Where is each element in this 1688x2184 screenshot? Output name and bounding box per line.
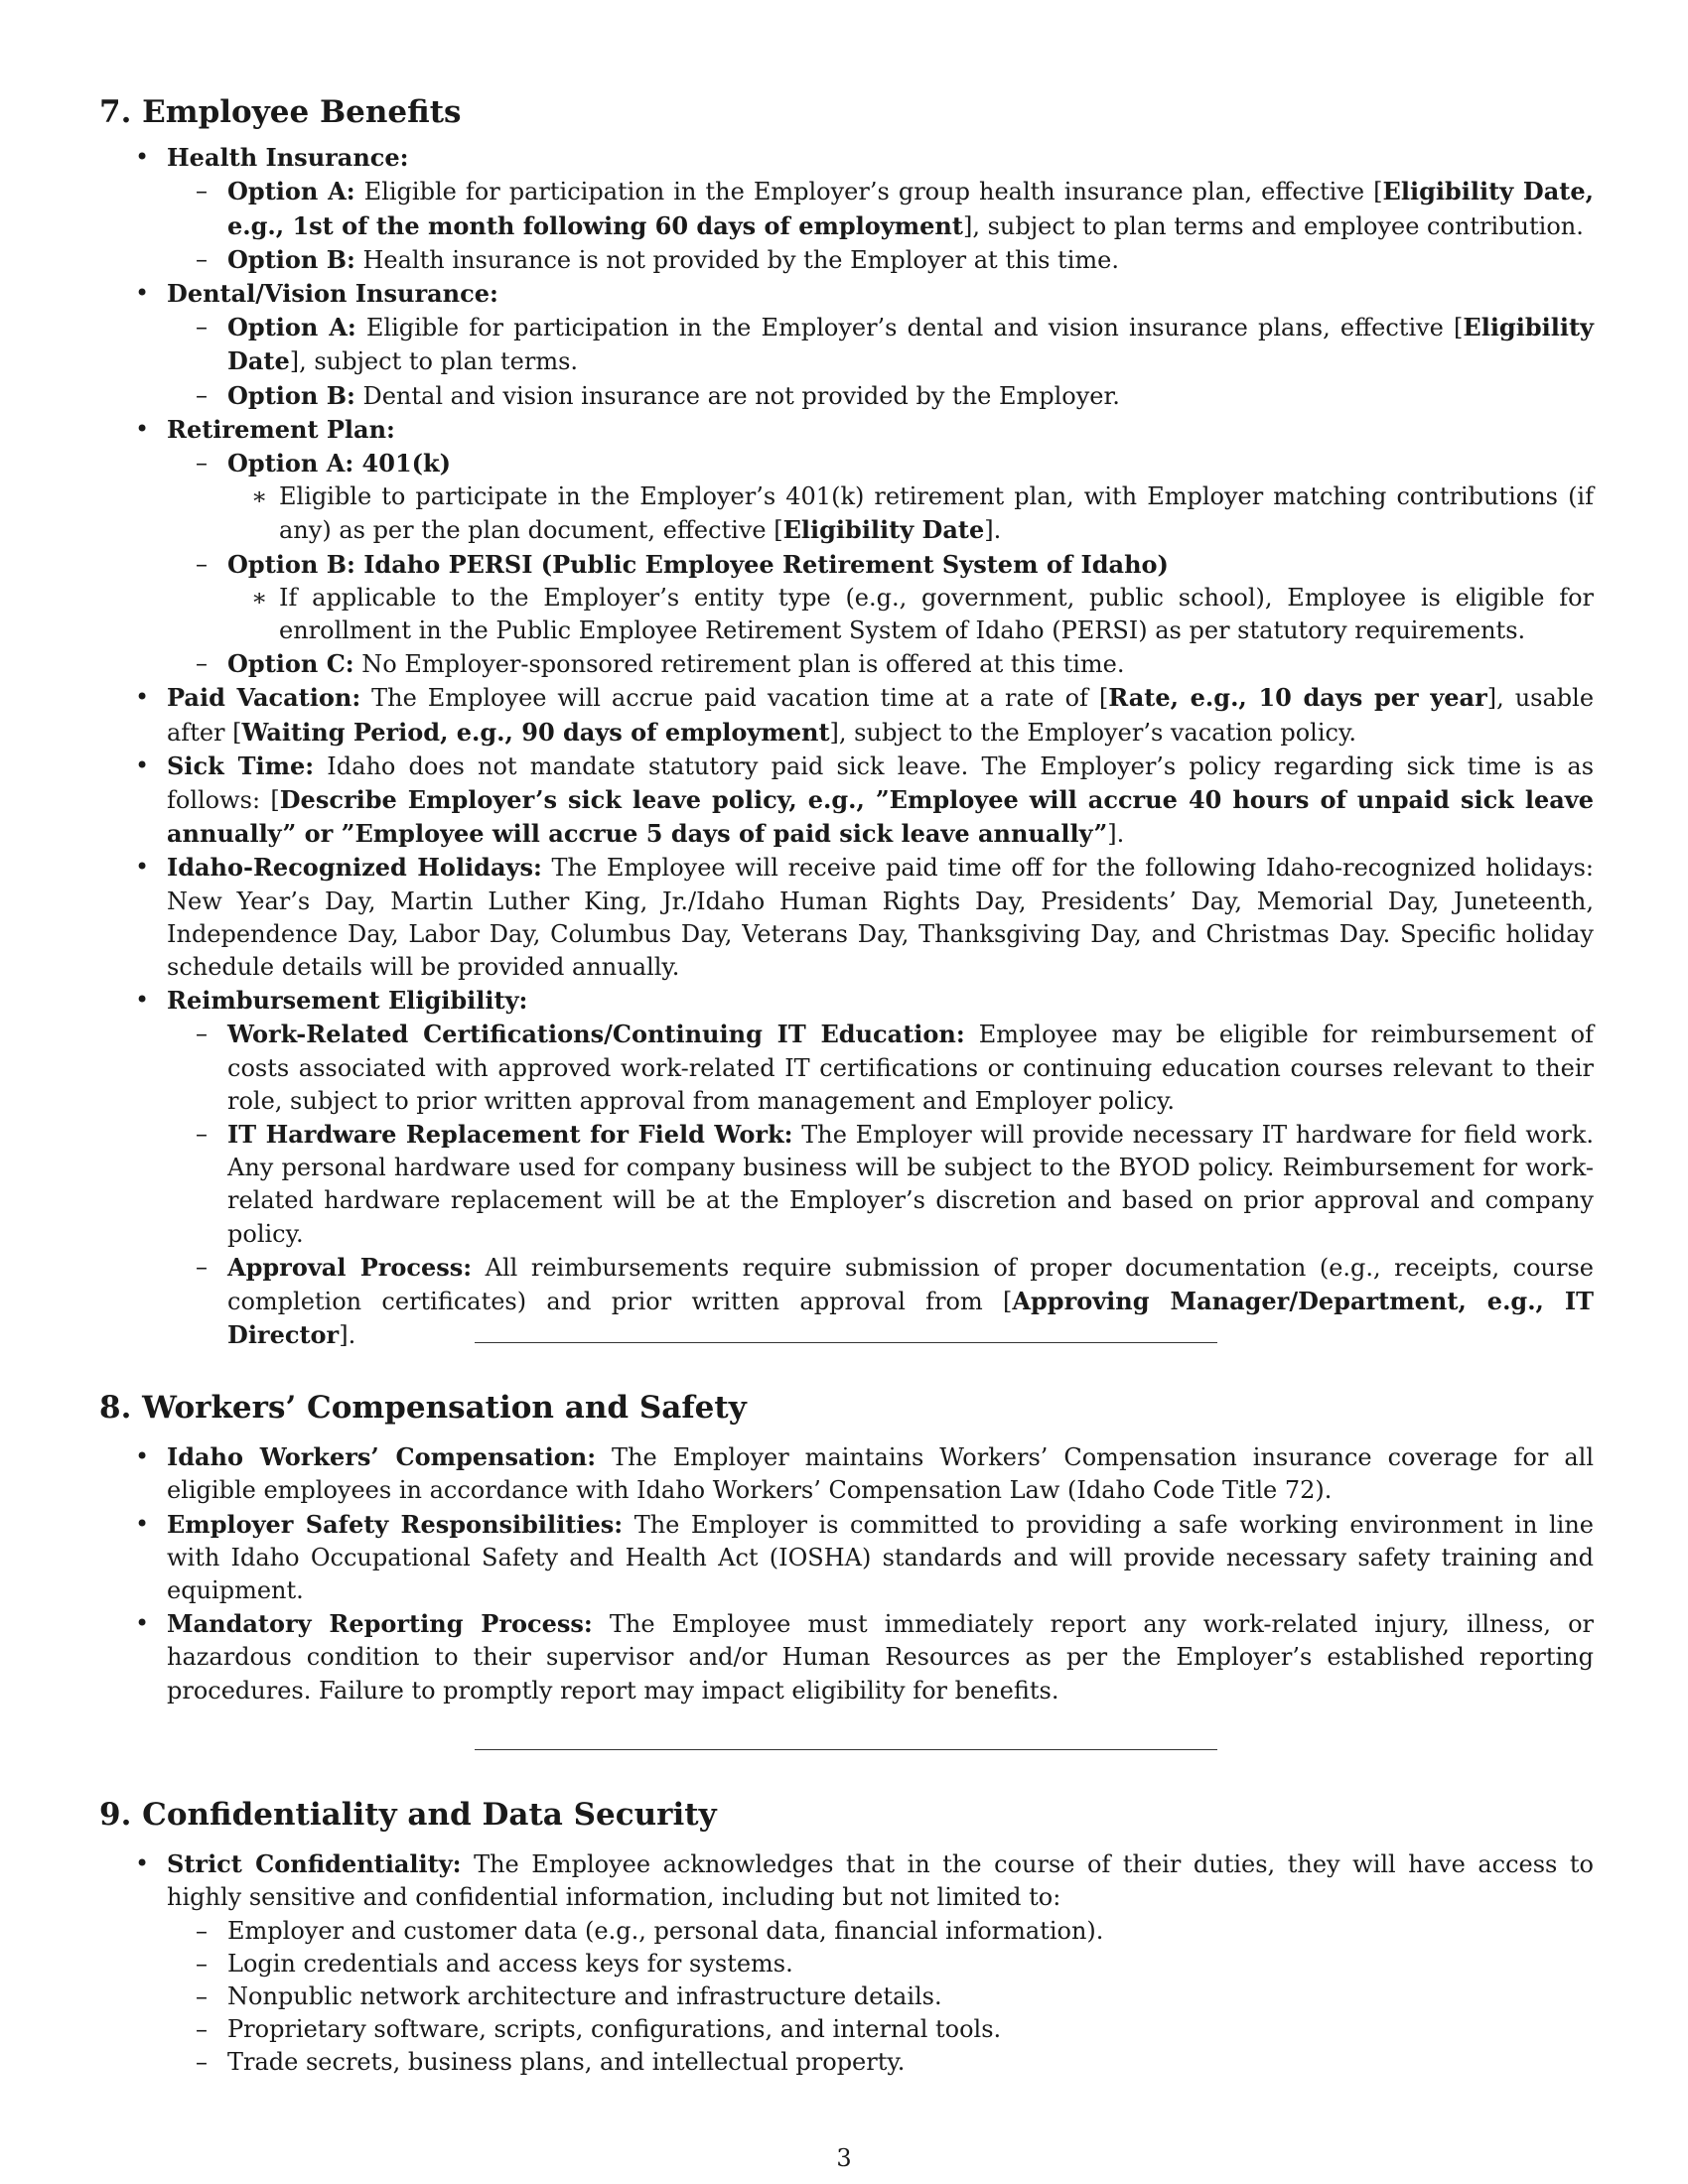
page-number: 3 bbox=[836, 2144, 852, 2172]
list-item-sick: • Sick Time: Idaho does not mandate statutory paid sick leave. The Employer’s policy regarding sick time is as follows: [Describe Employer’s sick leave policy, e.g., ”Employee will accrue 40 hours of unpaid sick leave annually” or ”Employee will accrue 5 days of paid sick leave annually”]. bbox=[99, 750, 1594, 852]
list-item: – Trade secrets, business plans, and intellectual property. bbox=[167, 2046, 1594, 2079]
list-item-reimbursement: • Reimbursement Eligibility: – Work-Related Certifications/Continuing IT Education: Employee may be eligible for reimbursement of costs associated with approved work-related IT certifications or continuing education courses relevant to their role, subject to prior written approval from management and Employer policy. – IT Hardware Replacement for Field Work: The Employer will provide necessary IT hardware for field work. Any personal hardware used for company business will be subject to the BYOD policy. Reimbursement for work-related hardware replacement will be at the Employer’s discretion and based on prior approval and company policy. – Approval Process: All reimbursements require submission of proper documentation (e.g., receipts, course completion certificates) and prior written approval from [Approving Manager/Department, e.g., IT Director]. bbox=[99, 984, 1594, 1352]
list-item: – Option A: Eligible for participation in the Employer’s dental and vision insurance plans, effective [Eligibility Date], subject to plan terms. bbox=[167, 311, 1594, 378]
list-item: – Login credentials and access keys for systems. bbox=[167, 1948, 1594, 1980]
section-heading: 9. Confidentiality and Data Security bbox=[99, 1797, 717, 1833]
section-workers-comp bbox=[99, 1390, 1594, 1707]
list-item: – Option B: Idaho PERSI (Public Employee Retirement System of Idaho) ∗ If applicable to the Employer’s entity type (e.g., government, public school), Employee is eligible for enrollment in the Public Employee Retirement System of Idaho (PERSI) as per statutory requirements. bbox=[167, 548, 1594, 648]
section-heading: 7. Employee Benefits bbox=[99, 94, 462, 130]
section-heading: 8. Workers’ Compensation and Safety bbox=[99, 1390, 747, 1426]
benefits-list bbox=[99, 141, 1594, 1352]
list-item: • Strict Confidentiality: The Employee acknowledges that in the course of their duties, they will have access to highly sensitive and confidential information, including but not limited to: – Employer and customer data (e.g., personal data, financial information). – Login credentials and access keys for systems. – Nonpublic network architecture and infrastructure details. – Proprietary software, scripts, configurations, and internal tools. – Trade secrets, business plans, and intellectual property. bbox=[99, 1847, 1594, 2079]
list-item-retirement: • Retirement Plan: – Option A: 401(k) ∗ Eligible to participate in the Employer’s 401(k) retirement plan, with Employer matching contributions (if any) as per the plan document, effective [Eligibility Date]. – Option B: Idaho PERSI (Public Employee Retirement System of Idaho) ∗ If applicable to the Employer’s entity type (e.g., government, public school), Employee is eligible for enrollment in the Public Employee Retirement System of Idaho (PERSI) as per statutory requirements. – Option C: No Employer-sponsored retirement plan is offered at this time. bbox=[99, 413, 1594, 682]
list-item: – Option A: Eligible for participation in the Employer’s group health insurance plan, effective [Eligibility Date, e.g., 1st of the month following 60 days of employment], subject to plan terms and employee contribution. bbox=[167, 175, 1594, 242]
confidentiality-list bbox=[99, 1847, 1594, 2079]
list-item: – Work-Related Certifications/Continuing IT Education: Employee may be eligible for reimbursement of costs associated with approved work-related IT certifications or continuing education courses relevant to their role, subject to prior written approval from management and Employer policy. bbox=[167, 1018, 1594, 1118]
list-item: – Option C: No Employer-sponsored retirement plan is offered at this time. bbox=[167, 647, 1594, 681]
list-item: • Mandatory Reporting Process: The Employee must immediately report any work-related injury, illness, or hazardous condition to their supervisor and/or Human Resources as per the Employer’s established reporting procedures. Failure to promptly report may impact eligibility for benefits. bbox=[99, 1607, 1594, 1707]
list-item: – Option B: Dental and vision insurance are not provided by the Employer. bbox=[167, 379, 1594, 413]
list-item: – Employer and customer data (e.g., personal data, financial information). bbox=[167, 1915, 1594, 1948]
list-item: – Proprietary software, scripts, configurations, and internal tools. bbox=[167, 2013, 1594, 2046]
list-item: ∗ Eligible to participate in the Employer’s 401(k) retirement plan, with Employer matching contributions (if any) as per the plan document, effective [Eligibility Date]. bbox=[227, 480, 1594, 547]
list-item: – Nonpublic network architecture and infrastructure details. bbox=[167, 1980, 1594, 2013]
section-divider bbox=[475, 1749, 1217, 1750]
list-item-health: • Health Insurance: – Option A: Eligible for participation in the Employer’s group health insurance plan, effective [Eligibility Date, e.g., 1st of the month following 60 days of employment], subject to plan terms and employee contribution. – Option B: Health insurance is not provided by the Employer at this time. bbox=[99, 141, 1594, 277]
section-confidentiality bbox=[99, 1797, 1594, 2080]
list-item: ∗ If applicable to the Employer’s entity type (e.g., government, public school), Employee is eligible for enrollment in the Public Employee Retirement System of Idaho (PERSI) as per statutory requirements. bbox=[227, 582, 1594, 647]
list-item-vacation: • Paid Vacation: The Employee will accrue paid vacation time at a rate of [Rate, e.g., 10 days per year], usable after [Waiting Period, e.g., 90 days of employment], subject to the Employer’s vacation policy. bbox=[99, 681, 1594, 749]
list-item: – Option B: Health insurance is not provided by the Employer at this time. bbox=[167, 243, 1594, 277]
list-item: • Employer Safety Responsibilities: The Employer is committed to providing a safe working environment in line with Idaho Occupational Safety and Health Act (IOSHA) standards and will provide necessary safety training and equipment. bbox=[99, 1508, 1594, 1608]
list-item-holidays: • Idaho-Recognized Holidays: The Employee will receive paid time off for the following Idaho-recognized holidays: New Year’s Day, Martin Luther King, Jr./Idaho Human Rights Day, Presidents’ Day, Memorial Day, Juneteenth, Independence Day, Labor Day, Columbus Day, Veterans Day, Thanksgiving Day, and Christmas Day. Specific holiday schedule details will be provided annually. bbox=[99, 851, 1594, 984]
workers-comp-list bbox=[99, 1440, 1594, 1707]
list-item: – Option A: 401(k) ∗ Eligible to participate in the Employer’s 401(k) retirement plan, with Employer matching contributions (if any) as per the plan document, effective [Eligibility Date]. bbox=[167, 447, 1594, 548]
section-divider bbox=[475, 1342, 1217, 1343]
list-item: – IT Hardware Replacement for Field Work: The Employer will provide necessary IT hardware for field work. Any personal hardware used for company business will be subject to the BYOD policy. Reimbursement for work-related hardware replacement will be at the Employer’s discretion and based on prior approval and company policy. bbox=[167, 1118, 1594, 1251]
list-item: – Approval Process: All reimbursements require submission of proper documentation (e.g., receipts, course completion certificates) and prior written approval from [Approving Manager/Department, e.g., IT Director]. bbox=[167, 1251, 1594, 1353]
section-employee-benefits bbox=[99, 94, 1594, 1353]
list-item-dental: • Dental/Vision Insurance: – Option A: Eligible for participation in the Employer’s dental and vision insurance plans, effective [Eligibility Date], subject to plan terms. – Option B: Dental and vision insurance are not provided by the Employer. bbox=[99, 277, 1594, 413]
list-item: • Idaho Workers’ Compensation: The Employer maintains Workers’ Compensation insurance coverage for all eligible employees in accordance with Idaho Workers’ Compensation Law (Idaho Code Title 72). bbox=[99, 1440, 1594, 1507]
